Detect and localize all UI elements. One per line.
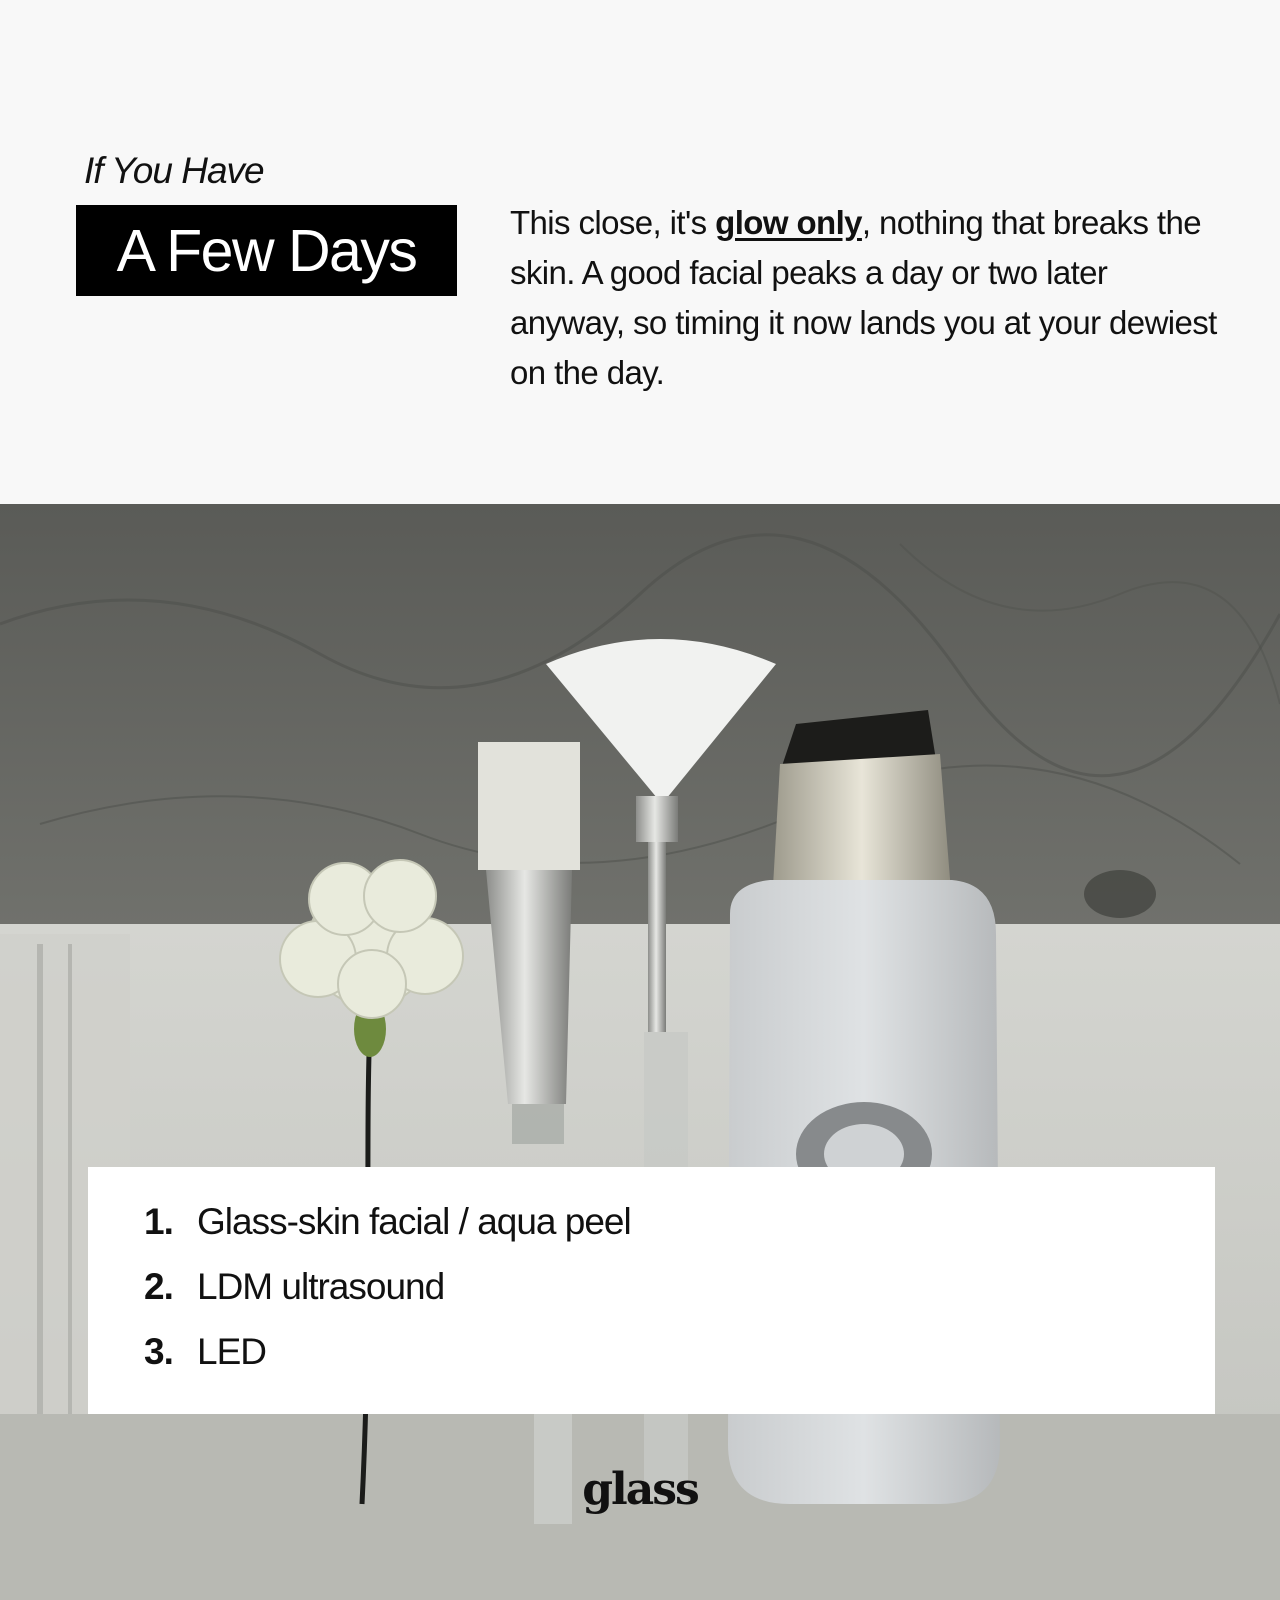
list-item-number: 3. bbox=[144, 1331, 173, 1372]
list-item-number: 2. bbox=[144, 1266, 173, 1307]
header-section bbox=[0, 0, 1280, 504]
flat-brush-bristles bbox=[478, 742, 580, 870]
treatment-list bbox=[144, 1201, 631, 1396]
list-item bbox=[144, 1266, 631, 1331]
list-item-number: 1. bbox=[144, 1201, 173, 1242]
page-title: A Few Days bbox=[76, 205, 457, 296]
list-item bbox=[144, 1331, 631, 1396]
treatment-list-card bbox=[88, 1167, 1215, 1414]
list-item-label: LED bbox=[197, 1331, 266, 1372]
brand-logo: glass bbox=[582, 1464, 698, 1515]
hero-photo bbox=[0, 504, 1280, 1600]
glow-only-link[interactable]: glow only bbox=[715, 204, 862, 241]
intro-text-start: This close, it's bbox=[510, 204, 716, 241]
list-item-label: Glass-skin facial / aqua peel bbox=[197, 1201, 631, 1242]
list-item bbox=[144, 1201, 631, 1266]
list-item-label: LDM ultrasound bbox=[197, 1266, 445, 1307]
photo-illustration bbox=[0, 504, 1280, 1600]
intro-text-end: , nothing that breaks the skin. A good facial peaks a day or two later anyway, so timing it now lands you at your dewiest on the day. bbox=[510, 204, 1217, 391]
intro-paragraph bbox=[510, 198, 1230, 398]
kicker-text: If You Have bbox=[84, 150, 264, 191]
